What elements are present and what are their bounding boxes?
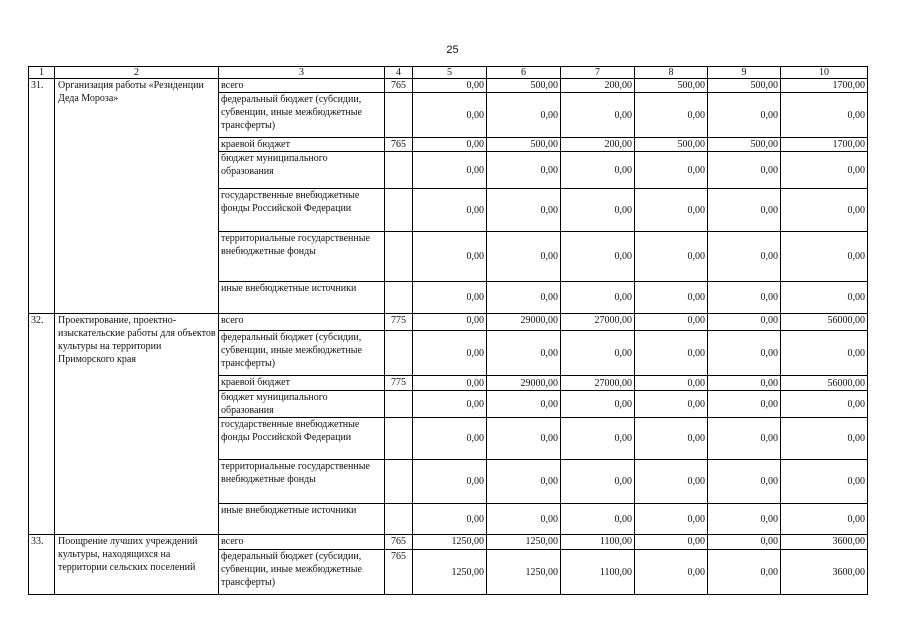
budget-code [385, 189, 413, 232]
value-cell: 0,00 [781, 282, 868, 314]
value-cell: 200,00 [561, 79, 635, 93]
funding-source: федеральный бюджет (субсидии, субвенции, иные межбюджетные трансферты) [219, 93, 385, 138]
value-cell: 0,00 [635, 376, 708, 391]
header-cell: 5 [413, 67, 487, 79]
value-cell: 0,00 [413, 189, 487, 232]
value-cell: 0,00 [708, 391, 781, 418]
funding-source: территориальные государственные внебюджетные фонды [219, 460, 385, 504]
value-cell: 0,00 [635, 550, 708, 595]
budget-code [385, 282, 413, 314]
value-cell: 0,00 [708, 314, 781, 331]
budget-code: 775 [385, 376, 413, 391]
value-cell: 0,00 [487, 152, 561, 189]
funding-source: иные внебюджетные источники [219, 504, 385, 535]
value-cell: 56000,00 [781, 314, 868, 331]
funding-source: всего [219, 535, 385, 550]
value-cell: 1250,00 [413, 535, 487, 550]
header-cell: 8 [635, 67, 708, 79]
funding-source: краевой бюджет [219, 138, 385, 152]
budget-code: 765 [385, 79, 413, 93]
value-cell: 0,00 [708, 93, 781, 138]
budget-code [385, 93, 413, 138]
value-cell: 0,00 [708, 504, 781, 535]
value-cell: 0,00 [487, 460, 561, 504]
value-cell: 1100,00 [561, 535, 635, 550]
item-name: Проектирование, проектно-изыскательские работы для объектов культуры на территории Приморского края [55, 314, 219, 535]
value-cell: 1250,00 [413, 550, 487, 595]
budget-code: 765 [385, 138, 413, 152]
value-cell: 0,00 [487, 331, 561, 376]
page-number: 25 [446, 44, 459, 56]
value-cell: 0,00 [413, 418, 487, 460]
value-cell: 0,00 [635, 504, 708, 535]
value-cell: 27000,00 [561, 376, 635, 391]
value-cell: 0,00 [413, 331, 487, 376]
value-cell: 1700,00 [781, 138, 868, 152]
item-number: 32. [29, 314, 55, 535]
value-cell: 500,00 [708, 138, 781, 152]
value-cell: 0,00 [635, 331, 708, 376]
header-cell: 3 [219, 67, 385, 79]
value-cell: 0,00 [413, 314, 487, 331]
value-cell: 0,00 [635, 535, 708, 550]
item-name: Организация работы «Резиденции Деда Мороза» [55, 79, 219, 314]
value-cell: 500,00 [487, 79, 561, 93]
value-cell: 0,00 [781, 460, 868, 504]
funding-source: территориальные государственные внебюджетные фонды [219, 232, 385, 282]
value-cell: 200,00 [561, 138, 635, 152]
value-cell: 1250,00 [487, 535, 561, 550]
funding-source: федеральный бюджет (субсидии, субвенции, иные межбюджетные трансферты) [219, 331, 385, 376]
value-cell: 0,00 [635, 460, 708, 504]
budget-code: 765 [385, 535, 413, 550]
budget-code [385, 460, 413, 504]
value-cell: 1100,00 [561, 550, 635, 595]
value-cell: 27000,00 [561, 314, 635, 331]
funding-source: государственные внебюджетные фонды Российской Федерации [219, 418, 385, 460]
funding-source: краевой бюджет [219, 376, 385, 391]
header-cell: 7 [561, 67, 635, 79]
table-row [29, 79, 868, 93]
budget-code [385, 232, 413, 282]
table-body [29, 79, 868, 595]
header-cell: 10 [781, 67, 868, 79]
item-number: 33. [29, 535, 55, 595]
value-cell: 0,00 [413, 138, 487, 152]
value-cell: 0,00 [708, 282, 781, 314]
value-cell: 0,00 [708, 418, 781, 460]
value-cell: 0,00 [708, 550, 781, 595]
budget-code: 765 [385, 550, 413, 595]
table-row [29, 314, 868, 331]
value-cell: 0,00 [635, 152, 708, 189]
value-cell: 0,00 [413, 93, 487, 138]
value-cell: 0,00 [781, 232, 868, 282]
value-cell: 0,00 [413, 232, 487, 282]
value-cell: 0,00 [708, 152, 781, 189]
value-cell: 500,00 [708, 79, 781, 93]
value-cell: 0,00 [708, 232, 781, 282]
value-cell: 500,00 [635, 138, 708, 152]
value-cell: 0,00 [561, 93, 635, 138]
value-cell: 0,00 [413, 152, 487, 189]
value-cell: 0,00 [708, 535, 781, 550]
value-cell: 0,00 [487, 418, 561, 460]
budget-table [28, 66, 868, 595]
budget-code [385, 391, 413, 418]
value-cell: 0,00 [561, 152, 635, 189]
value-cell: 1700,00 [781, 79, 868, 93]
value-cell: 0,00 [561, 418, 635, 460]
value-cell: 0,00 [781, 189, 868, 232]
value-cell: 0,00 [635, 93, 708, 138]
value-cell: 0,00 [708, 331, 781, 376]
value-cell: 0,00 [413, 504, 487, 535]
value-cell: 0,00 [413, 460, 487, 504]
value-cell: 0,00 [781, 504, 868, 535]
value-cell: 0,00 [487, 93, 561, 138]
item-number: 31. [29, 79, 55, 314]
value-cell: 0,00 [635, 418, 708, 460]
header-cell: 9 [708, 67, 781, 79]
value-cell: 0,00 [635, 189, 708, 232]
value-cell: 0,00 [413, 79, 487, 93]
value-cell: 0,00 [413, 282, 487, 314]
value-cell: 0,00 [781, 418, 868, 460]
value-cell: 1250,00 [487, 550, 561, 595]
budget-code [385, 152, 413, 189]
value-cell: 0,00 [781, 152, 868, 189]
value-cell: 0,00 [561, 282, 635, 314]
header-cell: 4 [385, 67, 413, 79]
value-cell: 0,00 [635, 314, 708, 331]
value-cell: 0,00 [561, 189, 635, 232]
value-cell: 0,00 [561, 460, 635, 504]
value-cell: 0,00 [561, 391, 635, 418]
value-cell: 0,00 [487, 504, 561, 535]
value-cell: 0,00 [561, 331, 635, 376]
value-cell: 29000,00 [487, 376, 561, 391]
header-cell: 6 [487, 67, 561, 79]
header-cell: 1 [29, 67, 55, 79]
value-cell: 0,00 [708, 189, 781, 232]
item-name: Поощрение лучших учреждений культуры, находящихся на территории сельских поселений [55, 535, 219, 595]
funding-source: иные внебюджетные источники [219, 282, 385, 314]
value-cell: 0,00 [487, 282, 561, 314]
value-cell: 29000,00 [487, 314, 561, 331]
value-cell: 56000,00 [781, 376, 868, 391]
value-cell: 0,00 [487, 189, 561, 232]
value-cell: 0,00 [635, 232, 708, 282]
table-row [29, 535, 868, 550]
value-cell: 0,00 [781, 93, 868, 138]
funding-source: бюджет муниципального образования [219, 391, 385, 418]
value-cell: 3600,00 [781, 550, 868, 595]
budget-code: 775 [385, 314, 413, 331]
value-cell: 0,00 [708, 376, 781, 391]
value-cell: 0,00 [413, 391, 487, 418]
value-cell: 0,00 [781, 391, 868, 418]
budget-code [385, 504, 413, 535]
value-cell: 0,00 [561, 504, 635, 535]
value-cell: 0,00 [561, 232, 635, 282]
value-cell: 0,00 [635, 282, 708, 314]
header-row [29, 67, 868, 79]
funding-source: бюджет муниципального образования [219, 152, 385, 189]
value-cell: 0,00 [487, 391, 561, 418]
value-cell: 0,00 [413, 376, 487, 391]
value-cell: 500,00 [487, 138, 561, 152]
funding-source: федеральный бюджет (субсидии, субвенции, иные межбюджетные трансферты) [219, 550, 385, 595]
header-cell: 2 [55, 67, 219, 79]
value-cell: 0,00 [635, 391, 708, 418]
value-cell: 500,00 [635, 79, 708, 93]
funding-source: всего [219, 79, 385, 93]
value-cell: 0,00 [487, 232, 561, 282]
value-cell: 3600,00 [781, 535, 868, 550]
funding-source: государственные внебюджетные фонды Российской Федерации [219, 189, 385, 232]
budget-code [385, 331, 413, 376]
budget-code [385, 418, 413, 460]
funding-source: всего [219, 314, 385, 331]
value-cell: 0,00 [781, 331, 868, 376]
value-cell: 0,00 [708, 460, 781, 504]
